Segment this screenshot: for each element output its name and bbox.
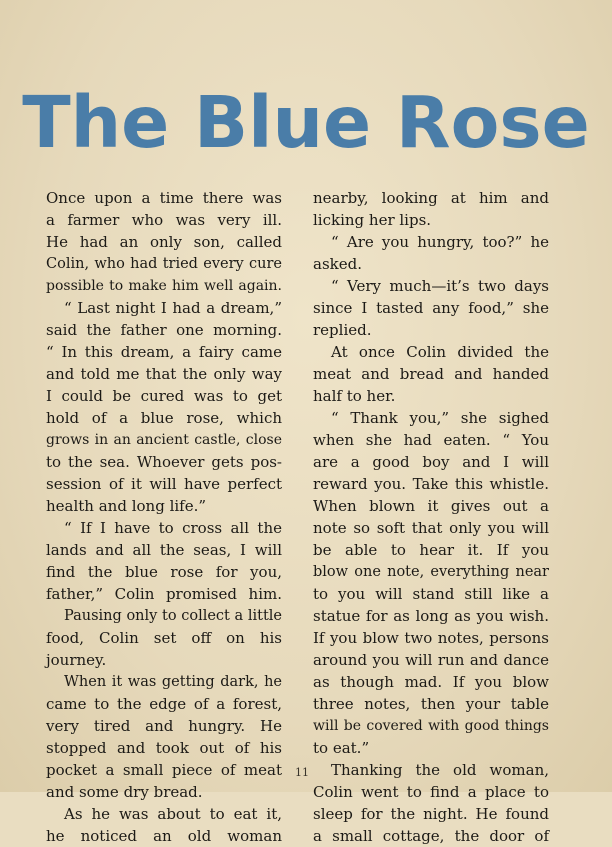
text-line: pocket a small piece of meat: [46, 761, 282, 779]
text-line: Pausing only to collect a little: [64, 608, 282, 624]
text-line: said the father one morning.: [46, 321, 282, 339]
text-line: nearby, looking at him and: [313, 189, 549, 207]
text-line: At once Colin divided the: [331, 343, 549, 361]
text-line: to you will stand still like a: [313, 585, 549, 603]
right-text-column: [313, 187, 549, 847]
text-line: when she had eaten. “ You: [313, 431, 549, 449]
text-line: around you will run and dance: [313, 651, 549, 669]
text-line: lands and all the seas, I will: [46, 541, 282, 559]
story-title: The Blue Rose: [22, 81, 590, 164]
text-line: are a good boy and I will: [313, 453, 549, 471]
text-line: When blown it gives out a: [313, 497, 549, 515]
text-line: “ In this dream, a fairy came: [46, 343, 282, 361]
text-line: half to her.: [313, 387, 396, 405]
text-line: since I tasted any food,” she: [313, 299, 549, 317]
text-line: Colin, who had tried every cure: [46, 256, 282, 272]
text-line: stopped and took out of his: [46, 739, 282, 757]
page-number: 11: [295, 766, 309, 779]
text-line: and told me that the only way: [46, 365, 282, 383]
text-line: journey.: [46, 651, 107, 669]
text-line: I could be cured was to get: [46, 387, 282, 405]
text-line: When it was getting dark, he: [64, 674, 282, 690]
text-line: father,” Colin promised him.: [46, 585, 282, 603]
text-line: meat and bread and handed: [313, 365, 549, 383]
text-line: health and long life.”: [46, 497, 207, 515]
text-line: “ Last night I had a dream,”: [64, 299, 282, 317]
text-line: very tired and hungry. He: [46, 717, 282, 735]
text-line: If you blow two notes, persons: [313, 629, 549, 647]
text-line: “ Are you hungry, too?” he: [331, 233, 549, 251]
text-line: be able to hear it. If you: [313, 541, 549, 559]
text-line: Once upon a time there was: [46, 189, 282, 207]
text-line: As he was about to eat it,: [64, 805, 282, 823]
text-line: Thanking the old woman,: [331, 761, 549, 779]
text-line: possible to make him well again.: [46, 278, 282, 294]
text-line: note so soft that only you will: [313, 519, 549, 537]
text-line: and some dry bread.: [46, 783, 203, 801]
text-line: licking her lips.: [313, 211, 432, 229]
text-line: food, Colin set off on his: [46, 629, 282, 647]
text-line: blow one note, everything near: [313, 564, 549, 580]
text-line: to the sea. Whoever gets pos-: [46, 453, 282, 471]
text-line: he noticed an old woman: [46, 827, 282, 845]
text-line: hold of a blue rose, which: [46, 409, 282, 427]
text-line: Colin went to find a place to: [313, 783, 549, 801]
left-text-column: [46, 187, 282, 847]
text-line: session of it will have perfect: [46, 475, 282, 493]
text-line: find the blue rose for you,: [46, 563, 282, 581]
text-line: “ If I have to cross all the: [64, 519, 282, 537]
text-line: statue for as long as you wish.: [313, 607, 549, 625]
text-line: will be covered with good things: [313, 718, 549, 734]
text-line: a farmer who was very ill.: [46, 211, 282, 229]
text-line: reward you. Take this whistle.: [313, 475, 549, 493]
text-line: He had an only son, called: [46, 233, 282, 251]
text-line: “ Thank you,” she sighed: [331, 409, 549, 427]
text-line: asked.: [313, 255, 362, 273]
text-line: as though mad. If you blow: [313, 673, 549, 691]
text-line: three notes, then your table: [313, 695, 549, 713]
text-line: came to the edge of a forest,: [46, 695, 282, 713]
text-line: to eat.”: [313, 739, 370, 757]
text-line: “ Very much—it’s two days: [331, 277, 549, 295]
text-line: sleep for the night. He found: [313, 805, 549, 823]
text-line: a small cottage, the door of: [313, 827, 549, 845]
text-line: grows in an ancient castle, close: [46, 432, 282, 448]
text-line: replied.: [313, 321, 372, 339]
